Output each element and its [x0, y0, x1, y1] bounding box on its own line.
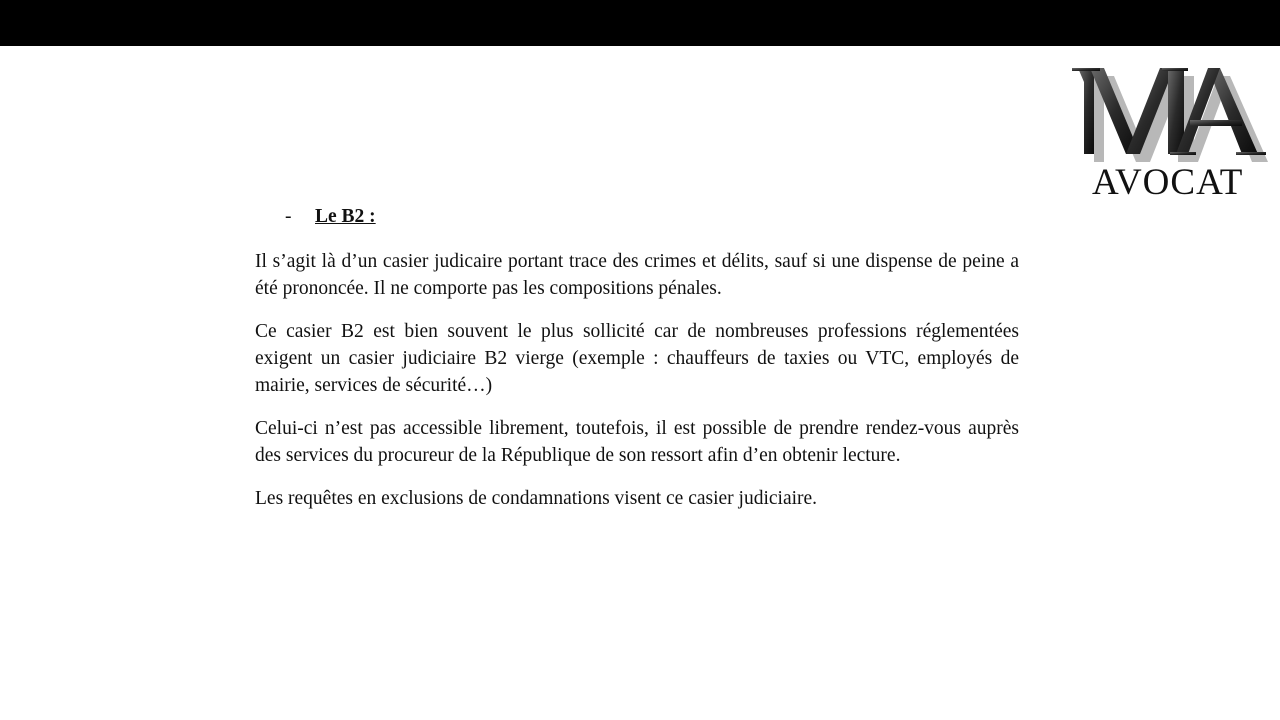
logo-caption: AVOCAT: [1092, 162, 1244, 203]
document-body: [255, 203, 1019, 528]
bullet-dash: -: [285, 206, 292, 227]
section-heading: Le B2 :: [315, 206, 376, 227]
top-black-bar: [0, 0, 1280, 46]
paragraph-3: Celui-ci n’est pas accessible librement, toutefois, il est possible de prendre rendez-vous auprès des services du procureur de la République de son ressort afin d’en obtenir lecture.: [255, 418, 1019, 466]
monogram-icon: [1070, 62, 1280, 162]
paragraph-2: Ce casier B2 est bien souvent le plus sollicité car de nombreuses professions réglementées exigent un casier judiciaire B2 vierge (exemple : chauffeurs de taxies ou VTC, employés de mairie, services de sécurité…): [255, 321, 1019, 396]
law-firm-logo: [1070, 62, 1280, 212]
paragraph-1: Il s’agit là d’un casier judicaire portant trace des crimes et délits, sauf si une dispense de peine a été prononcée. Il ne comporte pas les compositions pénales.: [255, 251, 1019, 299]
paragraph-4: Les requêtes en exclusions de condamnations visent ce casier judiciaire.: [255, 488, 818, 509]
section-heading-row: [255, 203, 1019, 231]
